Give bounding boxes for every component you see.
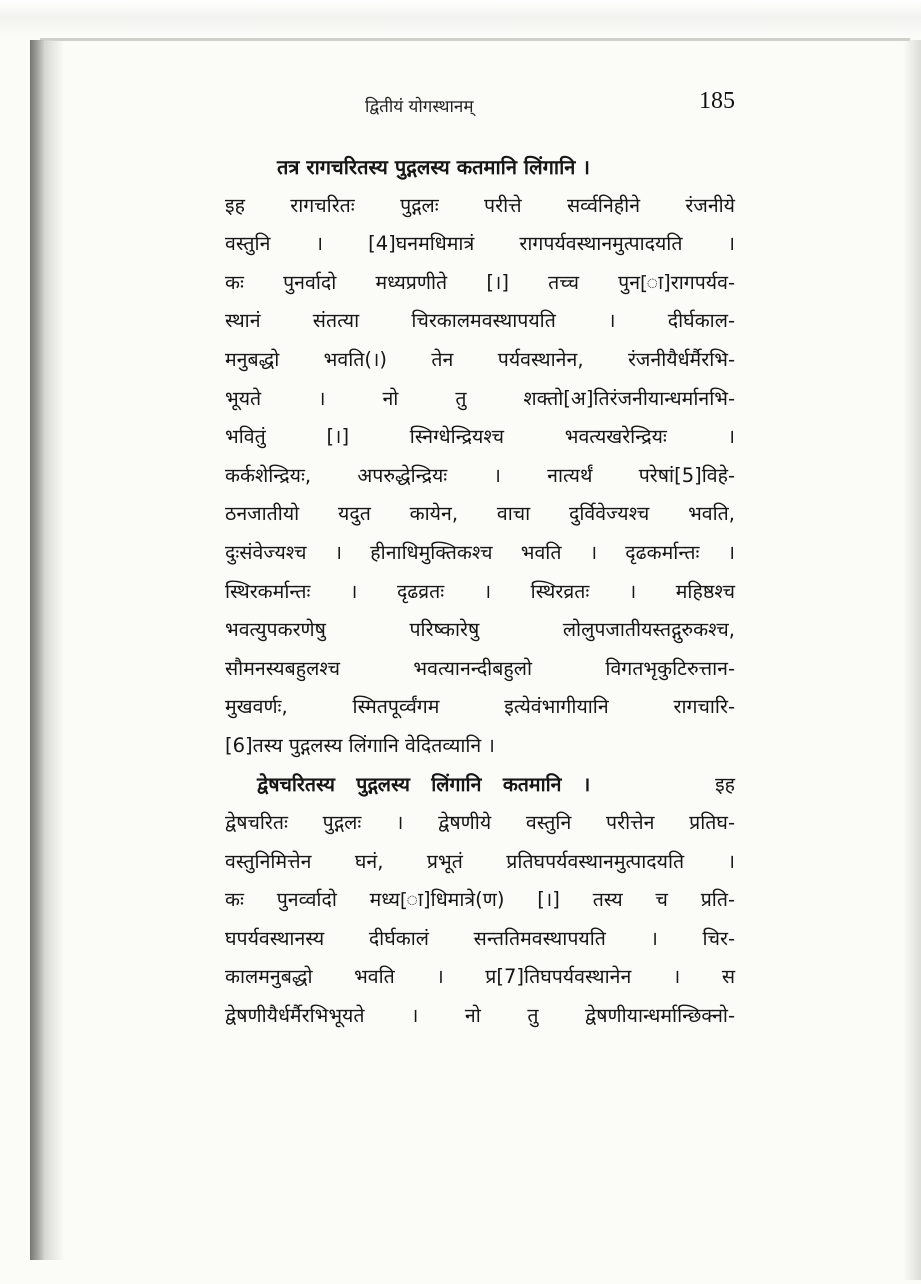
text-line: कः पुनर्व्वादो मध्य[ा]धिमात्रे(ण) [।] तस्य च प्रति- [225,888,735,912]
text-line: द्वेषचरितः पुद्गलः । द्वेषणीये वस्तुनि परीत्तेन प्रतिघ- [225,811,735,835]
scan-edge-line [40,38,910,41]
section-heading-raga: तत्र रागचरितस्य पुद्गलस्य कतमानि लिंगानि । [277,155,590,179]
text-line: मुखवर्णः, स्मितपूर्व्वंगम इत्येवंभागीयानि रागचारि- [225,695,735,719]
text-line: द्वेषणीयैर्धर्मैरभिभूयते । नो तु द्वेषणीयान्धर्मान्छिक्नो- [225,1004,735,1028]
text-line: घपर्यवस्थानस्य दीर्घकालं सन्ततिमवस्थापयति । चिर- [225,926,735,950]
text-line: स्थिरकर्मान्तः । दृढव्रतः । स्थिरव्रतः । महिष्ठश्च [225,579,735,603]
text-line: कर्कशेन्द्रियः, अपरुद्धेन्द्रियः । नात्यर्थं परेषां[5]विहे- [225,463,735,487]
text-line: इह रागचरितः पुद्गलः परीत्ते सर्व्वनिहीने रंजनीये [225,193,735,217]
text-line: मनुबद्धो भवति(।) तेन पर्यवस्थानेन, रंजनीयैर्धर्मैरभि- [225,347,735,371]
text-line: सौमनस्यबहुलश्च भवत्यानन्दीबहुलो विगतभृकुटिरुत्तान- [225,656,735,680]
text-line: भूयते । नो तु शक्तो[अ]तिरंजनीयान्धर्मानभि- [225,386,735,410]
text-line: भवितुं [।] स्निग्धेन्द्रियश्च भवत्यखरेन्द्रियः । [225,425,735,449]
text-line: [6]तस्य पुद्गलस्य लिंगानि वेदितव्यानि । [225,733,495,757]
text-line: वस्तुनि । [4]घनमधिमात्रं रागपर्यवस्थानमुत्पादयति । [225,232,735,256]
text-line: ठनजातीयो यदुत कायेन, वाचा दुर्विवेज्यश्च भवति, [225,502,735,526]
book-binding-shadow [30,40,44,1260]
section-heading-dvesha: द्वेषचरितस्य पुद्गलस्य लिंगानि कतमानि । [257,772,591,796]
text-line: कः पुनर्वादो मध्यप्रणीते [।] तच्च पुन[ा]रागपर्यव- [225,270,735,294]
page-number: 185 [699,88,735,114]
section-heading-dvesha-line [225,766,735,805]
text-line: भवत्युपकरणेषु परिष्कारेषु लोलुपजातीयस्तद्गुरुकश्च, [225,618,735,642]
page-header [215,88,735,128]
running-head: द्वितीयं योगस्थानम् [365,97,474,117]
text-line: स्थानं संतत्या चिरकालमवस्थापयति । दीर्घकाल- [225,309,735,333]
text-line-tail: इह [715,772,735,796]
text-line: वस्तुनिमित्तेन घनं, प्रभूतं प्रतिघपर्यवस्थानमुत्पादयति । [225,849,735,873]
text-line: दुःसंवेज्यश्च । हीनाधिमुक्तिकश्च भवति । दृढकर्मान्तः । [225,540,735,564]
binding-gradient [44,40,64,1260]
page-right-edge [903,40,921,1280]
body-text [225,148,735,1036]
text-line: कालमनुबद्धो भवति । प्र[7]तिघपर्यवस्थानेन । स [225,965,735,989]
scan-top-margin [0,0,921,36]
